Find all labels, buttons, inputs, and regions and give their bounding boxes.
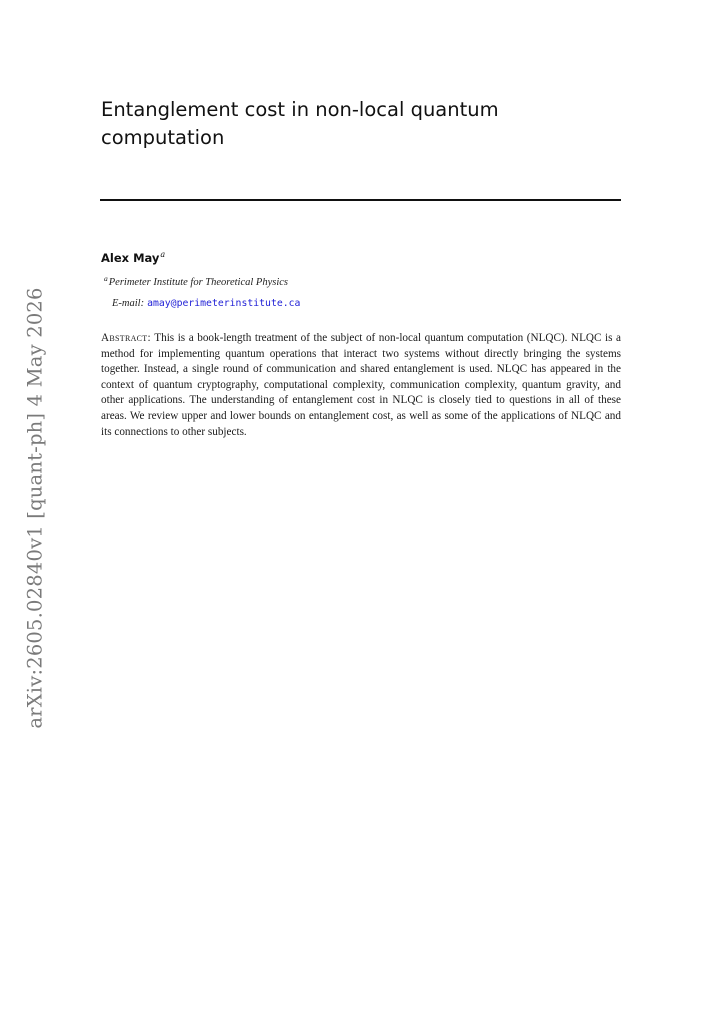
email-label: E-mail: [112,298,145,309]
affiliation-line [104,274,288,288]
affiliation-text: Perimeter Institute for Theoretical Physics [108,277,288,288]
abstract-text: This is a book-length treatment of the subject of non-local quantum computation (NLQC). NLQC is a method for implementing quantum operations that interact two systems without directly bringing the systems together. Instead, a single round of communication and shared entanglement is used. NLQC has appeared in the context of quantum cryptography, computational complexity, communication complexity, quantum gravity, and other applications. The understanding of entanglement cost in NLQC is closely tied to questions in all of these areas. We review upper and lower bounds on entanglement cost, as well as some of the applications of NLQC and its connections to other subjects. [101,332,621,438]
email-line [112,298,300,309]
affiliation-mark: a [104,274,108,283]
author-affiliation-mark: a [160,250,166,259]
abstract-heading: Abstract: [101,332,151,344]
author-name: Alex May [101,251,160,265]
abstract [101,331,621,440]
paper-title: Entanglement cost in non-local quantum computation [101,98,499,149]
title-divider [100,199,621,201]
author-line [101,250,165,265]
arxiv-identifier: arXiv:2605.02840v1 [quant-ph] 4 May 2026 [23,287,47,729]
email-link[interactable]: amay@perimeterinstitute.ca [147,298,301,309]
